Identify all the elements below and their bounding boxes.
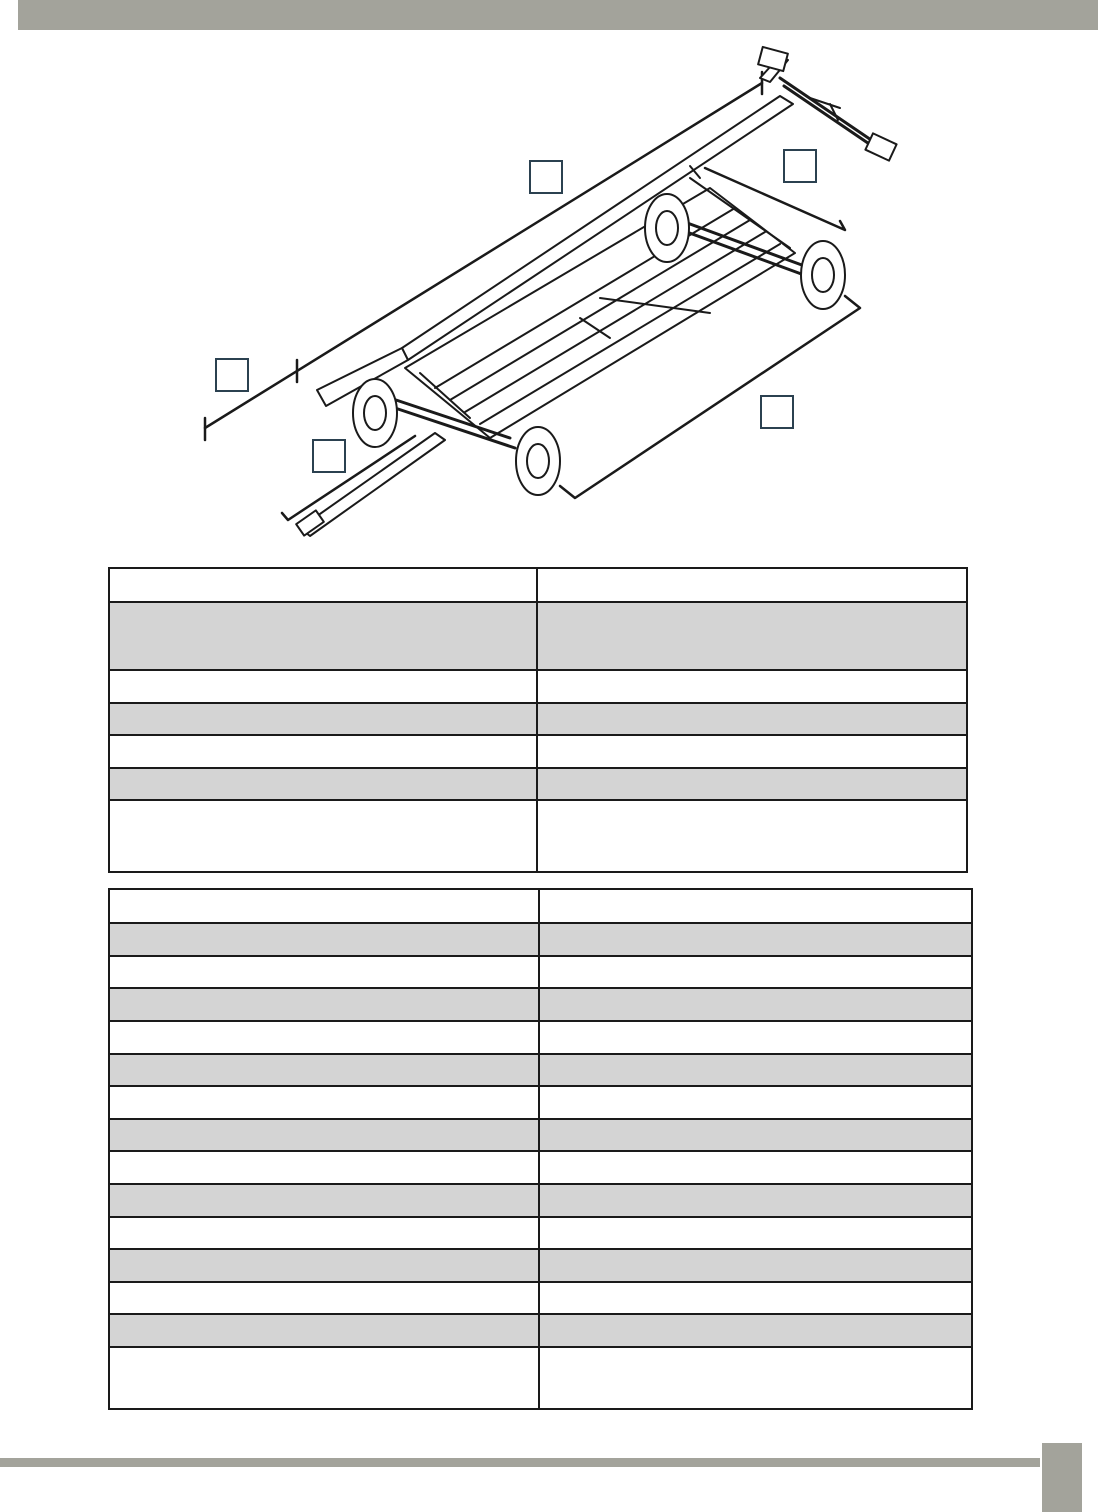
row-value [539, 889, 972, 923]
table-row [109, 1151, 972, 1184]
row-value [537, 735, 967, 768]
row-value [539, 1314, 972, 1347]
row-value [537, 703, 967, 735]
row-label [109, 1086, 539, 1119]
row-value [537, 568, 967, 602]
row-label [109, 568, 537, 602]
row-value [539, 1054, 972, 1086]
row-label [109, 988, 539, 1021]
spec-table-1 [108, 567, 968, 873]
row-value [539, 1249, 972, 1282]
row-label [109, 800, 537, 872]
row-label [109, 923, 539, 956]
row-value [539, 1086, 972, 1119]
row-label [109, 602, 537, 670]
table-row [109, 602, 967, 670]
row-label [109, 956, 539, 988]
row-value [539, 1282, 972, 1314]
trailer-figure [190, 38, 910, 548]
table-row [109, 1282, 972, 1314]
row-value [537, 800, 967, 872]
table-row [109, 670, 967, 703]
row-label [109, 1347, 539, 1409]
row-value [539, 956, 972, 988]
row-label [109, 1282, 539, 1314]
row-label [109, 1249, 539, 1282]
row-label [109, 889, 539, 923]
top-header-bar [18, 0, 1098, 30]
row-value [539, 1217, 972, 1249]
row-label [109, 1184, 539, 1217]
front-right-wheel [516, 427, 560, 495]
row-value [537, 602, 967, 670]
row-label [109, 1054, 539, 1086]
table-row [109, 923, 972, 956]
table-row [109, 735, 967, 768]
rear-left-wheel [645, 194, 689, 262]
row-value [537, 670, 967, 703]
row-label [109, 1217, 539, 1249]
row-value [539, 1184, 972, 1217]
row-value [539, 923, 972, 956]
callout-box-drawbar [312, 439, 346, 473]
table-row [109, 568, 967, 602]
table-row [109, 800, 967, 872]
front-left-wheel [353, 379, 397, 447]
table-row [109, 1314, 972, 1347]
row-label [109, 768, 537, 800]
header-trailer-drawing-icon [190, 38, 910, 548]
table-row [109, 703, 967, 735]
row-label [109, 1314, 539, 1347]
callout-box-overhang [215, 358, 249, 392]
row-label [109, 670, 537, 703]
table-row [109, 1347, 972, 1409]
table-row [109, 1086, 972, 1119]
table-row [109, 1217, 972, 1249]
row-value [539, 1021, 972, 1054]
row-value [539, 1119, 972, 1151]
row-label [109, 703, 537, 735]
table-row [109, 1184, 972, 1217]
table-row [109, 768, 967, 800]
callout-box-rear-width [783, 149, 817, 183]
row-label [109, 1151, 539, 1184]
callout-box-track [760, 395, 794, 429]
table-row [109, 988, 972, 1021]
row-value [539, 1151, 972, 1184]
table-row [109, 1119, 972, 1151]
table-row [109, 956, 972, 988]
page-number-tab [1042, 1443, 1082, 1512]
row-label [109, 1119, 539, 1151]
rear-right-wheel [801, 241, 845, 309]
footer-bar [0, 1458, 1040, 1467]
row-label [109, 1021, 539, 1054]
table-row [109, 889, 972, 923]
table-row [109, 1021, 972, 1054]
row-value [539, 1347, 972, 1409]
row-value [539, 988, 972, 1021]
table-row [109, 1054, 972, 1086]
callout-box-length [529, 160, 563, 194]
table-row [109, 1249, 972, 1282]
spec-table-2 [108, 888, 973, 1410]
row-label [109, 735, 537, 768]
row-value [537, 768, 967, 800]
